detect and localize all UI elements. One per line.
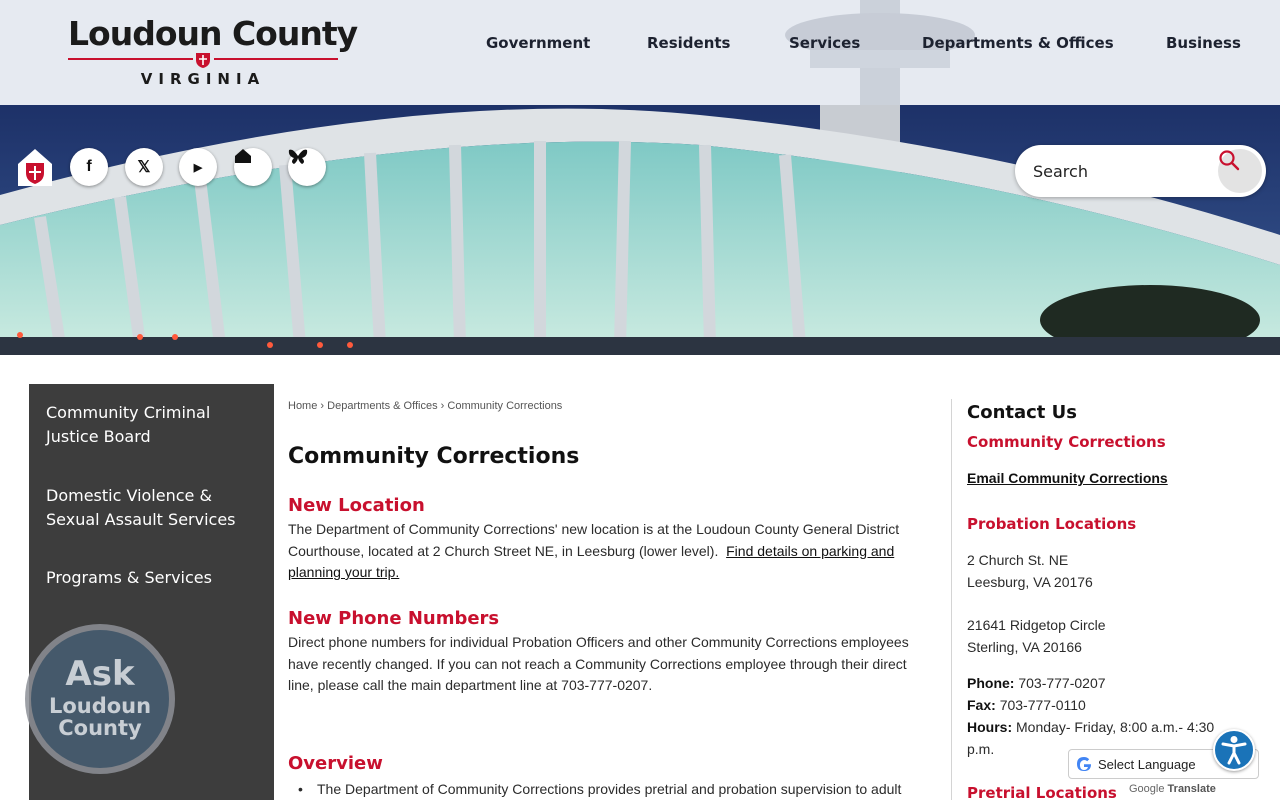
breadcrumb bbox=[288, 400, 562, 412]
phone-row: Phone: 703-777-0207 bbox=[967, 675, 1106, 691]
address-line: Leesburg, VA 20176 bbox=[967, 574, 1093, 590]
bluesky-icon[interactable] bbox=[288, 148, 326, 186]
ask-label: Ask bbox=[65, 654, 135, 694]
phone-numbers-text: Direct phone numbers for individual Probation Officers and other Community Corrections employees have recently changed. If you can not reach a Community Corrections employee through their direct line, please call the main department line at 703-777-0207. bbox=[288, 634, 909, 693]
google-g-icon bbox=[1074, 754, 1094, 774]
accessibility-button[interactable] bbox=[1213, 729, 1255, 771]
new-location-text bbox=[288, 519, 933, 584]
contact-department-name: Community Corrections bbox=[967, 433, 1166, 451]
probation-address-2 bbox=[967, 614, 1106, 658]
probation-locations-heading: Probation Locations bbox=[967, 515, 1137, 533]
page-title: Community Corrections bbox=[288, 444, 580, 469]
youtube-icon[interactable]: ▶ bbox=[179, 148, 217, 186]
ask-loudoun-county-button[interactable] bbox=[25, 624, 177, 784]
section-heading-new-location: New Location bbox=[288, 495, 425, 516]
hero-banner bbox=[0, 105, 1280, 355]
nav-residents[interactable]: Residents bbox=[647, 34, 731, 52]
overview-bullet: • The Department of Community Corrections provides pretrial and probation supervision to adult bbox=[300, 779, 930, 799]
column-divider bbox=[951, 399, 952, 800]
section-heading-overview: Overview bbox=[288, 753, 383, 774]
house-icon bbox=[234, 148, 252, 164]
address-line: Sterling, VA 20166 bbox=[967, 639, 1082, 655]
email-community-corrections-link[interactable]: Email Community Corrections bbox=[967, 470, 1168, 486]
logo-title: Loudoun County bbox=[68, 14, 358, 53]
x-twitter-icon[interactable]: 𝕏 bbox=[125, 148, 163, 186]
nav-departments-offices[interactable]: Departments & Offices bbox=[922, 34, 1114, 52]
probation-address-1 bbox=[967, 549, 1093, 593]
new-location-body: The Department of Community Corrections' new location is at the Loudoun County General District Courthouse, located at 2 Church Street NE, in Leesburg (lower level). bbox=[288, 521, 900, 559]
accessibility-icon bbox=[1215, 731, 1253, 769]
airport-banner-image bbox=[0, 105, 1280, 355]
breadcrumb-current: Community Corrections bbox=[447, 400, 563, 412]
nextdoor-icon[interactable] bbox=[234, 148, 272, 186]
address-line: 21641 Ridgetop Circle bbox=[967, 617, 1106, 633]
fax-number: 703-777-0110 bbox=[999, 697, 1086, 713]
parking-details-link[interactable]: Find details on parking and planning your trip. bbox=[288, 542, 895, 580]
ask-label: Loudoun bbox=[48, 694, 152, 718]
shield-icon bbox=[194, 51, 212, 69]
hours-row: Hours: Monday- Friday, 8:00 a.m.- 4:30 p.m. bbox=[967, 719, 1215, 757]
butterfly-icon bbox=[288, 148, 308, 166]
contact-title: Contact Us bbox=[967, 402, 1078, 423]
nav-business[interactable]: Business bbox=[1166, 34, 1241, 52]
left-sidebar bbox=[29, 384, 274, 800]
logo-subtitle: VIRGINIA bbox=[140, 70, 266, 88]
nav-services[interactable]: Services bbox=[789, 34, 861, 52]
breadcrumb-separator: › bbox=[440, 400, 445, 412]
breadcrumb-home[interactable]: Home bbox=[288, 400, 318, 412]
fax-row: Fax: 703-777-0110 bbox=[967, 697, 1086, 713]
logo-rule bbox=[68, 58, 193, 60]
home-shield-icon[interactable] bbox=[15, 146, 55, 188]
address-line: 2 Church St. NE bbox=[967, 552, 1069, 568]
search-input[interactable] bbox=[1033, 157, 1213, 185]
tower-watermark bbox=[780, 0, 980, 105]
site-search bbox=[1015, 145, 1266, 197]
phone-number[interactable]: 703-777-0207 bbox=[1018, 675, 1106, 691]
search-button[interactable] bbox=[1218, 149, 1262, 193]
site-header bbox=[0, 0, 1280, 105]
breadcrumb-separator: › bbox=[320, 400, 325, 412]
powered-by-google: Google Translate bbox=[1129, 783, 1216, 795]
nav-government[interactable]: Government bbox=[486, 34, 591, 52]
county-logo[interactable] bbox=[66, 14, 358, 92]
sidebar-item-domestic-violence[interactable]: Domestic Violence & Sexual Assault Services bbox=[46, 486, 236, 529]
contact-details bbox=[967, 672, 1232, 760]
search-icon bbox=[1218, 149, 1240, 171]
breadcrumb-departments[interactable]: Departments & Offices bbox=[327, 400, 438, 412]
facebook-icon[interactable]: f bbox=[70, 148, 108, 186]
sidebar-item-programs-services[interactable]: Programs & Services bbox=[46, 568, 212, 587]
logo-rule bbox=[214, 58, 338, 60]
translate-label: Select Language bbox=[1098, 756, 1196, 772]
section-heading-phone-numbers: New Phone Numbers bbox=[288, 608, 500, 629]
hours-text: Monday- Friday, 8:00 a.m.- 4:30 p.m. bbox=[967, 719, 1215, 757]
sidebar-item-ccjb[interactable]: Community Criminal Justice Board bbox=[46, 403, 211, 446]
pretrial-locations-heading: Pretrial Locations bbox=[967, 784, 1117, 800]
ask-label: County bbox=[58, 716, 142, 740]
